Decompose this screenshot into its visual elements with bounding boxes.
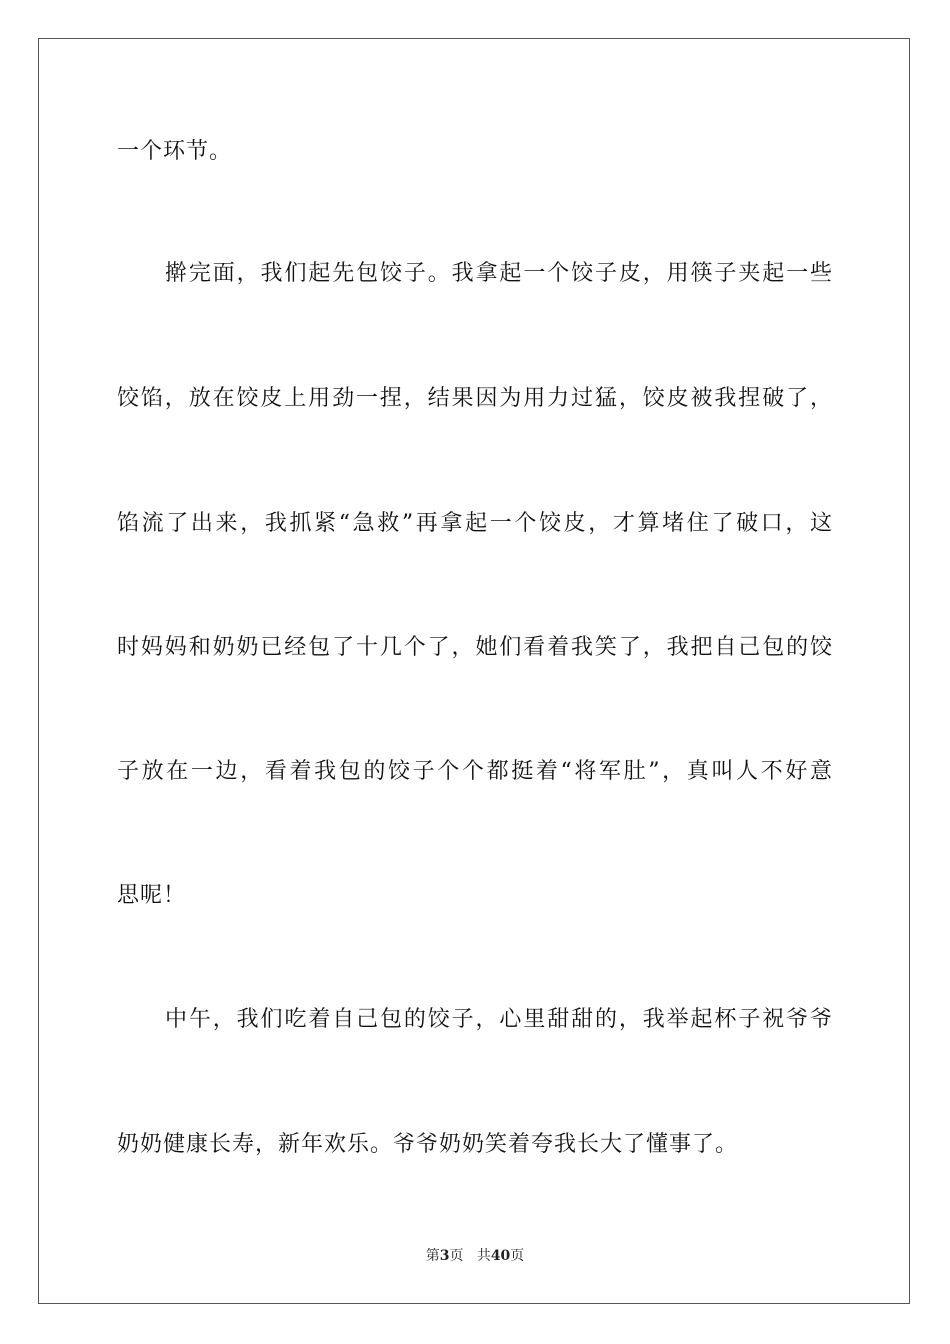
paragraph-line: 思呢！ [117, 883, 187, 908]
paragraph-line: 中午，我们吃着自己包的饺子，心里甜甜的，我举起杯子祝爷爷 [165, 1007, 833, 1032]
total-prefix: 共 [476, 1248, 491, 1264]
paragraph-line: 时妈妈和奶奶已经包了十几个了，她们看着我笑了，我把自己包的饺 [117, 635, 833, 660]
paragraph-line: 饺馅，放在饺皮上用劲一捏，结果因为用力过猛，饺皮被我捏破了， [117, 386, 833, 411]
paragraph-line: 子放在一边，看着我包的饺子个个都挺着“将军肚”，真叫人不好意 [117, 759, 833, 784]
page-prefix: 第 [425, 1248, 440, 1264]
page-number: 3 [439, 1248, 450, 1264]
page-footer [0, 1246, 950, 1266]
paragraph-line: 奶奶健康长寿，新年欢乐。爷爷奶奶笑着夸我长大了懂事了。 [117, 1132, 739, 1157]
page-suffix: 页 [449, 1248, 464, 1264]
paragraph-line: 擀完面，我们起先包饺子。我拿起一个饺子皮，用筷子夹起一些 [165, 261, 833, 286]
total-suffix: 页 [510, 1248, 525, 1264]
page-border [38, 38, 910, 1304]
total-pages: 40 [490, 1248, 511, 1264]
paragraph-line: 一个环节。 [117, 139, 233, 164]
paragraph-line: 馅流了出来，我抓紧“急救”再拿起一个饺皮，才算堵住了破口，这 [117, 511, 833, 536]
